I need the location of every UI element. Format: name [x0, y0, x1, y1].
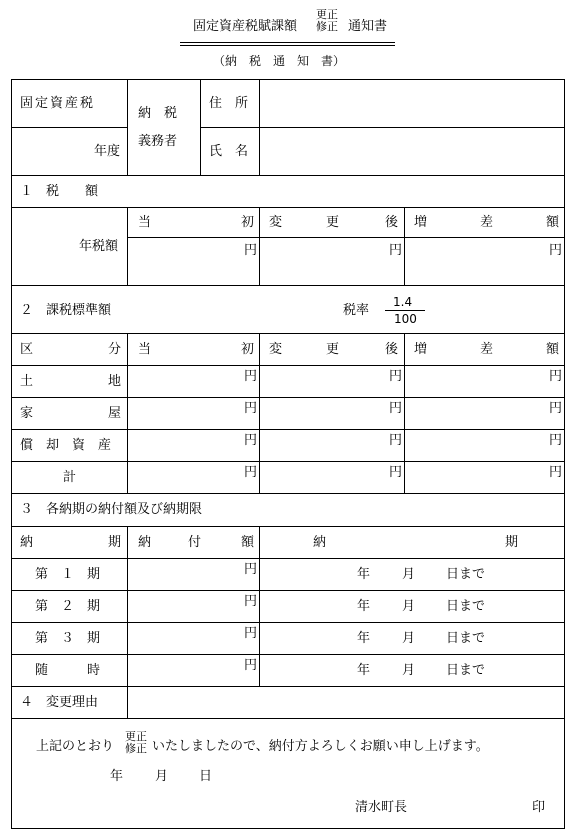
section1-heading: １ 税 額	[20, 184, 99, 199]
row-land-a: 土	[20, 374, 34, 389]
divider	[404, 207, 405, 285]
col-deadline-b: 期	[505, 535, 519, 550]
date-year: 年	[357, 567, 371, 582]
issue-date-year: 年	[110, 769, 124, 784]
col-change-b: 更	[326, 215, 340, 230]
yen-unit: 円	[244, 369, 258, 384]
divider	[12, 127, 127, 128]
divider	[12, 175, 564, 176]
row-land-b: 地	[108, 374, 122, 389]
yen-unit: 円	[389, 401, 403, 416]
col-deadline-a: 納	[313, 535, 327, 550]
divider	[12, 654, 564, 655]
message-alt-top: 更正	[125, 730, 147, 743]
col-change-a: 変	[269, 342, 283, 357]
yen-unit: 円	[244, 465, 258, 480]
date-year: 年	[357, 599, 371, 614]
yen-unit: 円	[244, 626, 258, 641]
fiscal-year-label: 年度	[94, 144, 121, 159]
yen-unit: 円	[244, 594, 258, 609]
tax-type-label: 固定資産税	[20, 96, 96, 111]
taxpayer-label-1: 納 税	[138, 106, 178, 121]
col-amount-a: 納	[138, 535, 152, 550]
section3-heading: ３ 各納期の納付額及び納期限	[20, 502, 203, 517]
message-suffix: いたしましたので、納付方よろしくお願い申し上げます。	[152, 739, 489, 754]
taxpayer-label-2: 義務者	[138, 134, 178, 149]
section2-heading: ２ 課税標準額	[20, 303, 112, 318]
row-total: 計	[63, 470, 77, 485]
date-month: 月	[402, 567, 416, 582]
col-change-b: 更	[326, 342, 340, 357]
message-alternatives	[121, 731, 151, 755]
col-change-a: 変	[269, 215, 283, 230]
yen-unit: 円	[389, 433, 403, 448]
yen-unit: 円	[244, 243, 258, 258]
yen-unit: 円	[244, 401, 258, 416]
divider	[12, 207, 564, 208]
date-month: 月	[402, 599, 416, 614]
divider	[259, 526, 260, 686]
col-diff-c: 額	[546, 342, 560, 357]
col-diff-a: 増	[414, 215, 428, 230]
issue-date-month: 月	[155, 769, 169, 784]
date-until: 日まで	[446, 599, 486, 614]
divider	[127, 80, 128, 175]
divider	[12, 590, 564, 591]
divider	[127, 237, 564, 238]
date-until: 日まで	[446, 663, 486, 678]
divider	[259, 207, 260, 285]
col-term-a: 納	[20, 535, 34, 550]
date-year: 年	[357, 663, 371, 678]
date-until: 日まで	[446, 567, 486, 582]
term-2-label: 第 ２ 期	[35, 599, 101, 614]
section4-heading: ４ 変更理由	[20, 695, 99, 710]
issuer-name: 清水町長	[355, 800, 408, 815]
divider	[127, 207, 128, 285]
yen-unit: 円	[549, 433, 563, 448]
annual-tax-label: 年税額	[79, 239, 119, 254]
title-suffix: 通知書	[348, 19, 388, 34]
date-year: 年	[357, 631, 371, 646]
divider	[404, 333, 405, 493]
yen-unit: 円	[244, 562, 258, 577]
yen-unit: 円	[389, 465, 403, 480]
divider	[12, 365, 564, 366]
name-label: 氏 名	[209, 144, 249, 159]
col-diff-b: 差	[480, 342, 494, 357]
col-term-b: 期	[108, 535, 122, 550]
fraction-bar	[385, 310, 425, 311]
divider	[259, 333, 260, 493]
yen-unit: 円	[549, 465, 563, 480]
issue-date-day: 日	[199, 769, 213, 784]
divider	[12, 429, 564, 430]
tax-rate-label: 税率	[343, 303, 370, 318]
col-change-c: 後	[385, 342, 399, 357]
divider	[127, 333, 128, 493]
row-depreciable-assets: 償 却 資 産	[20, 438, 112, 453]
message-prefix: 上記のとおり	[36, 739, 115, 754]
col-diff-c: 額	[546, 215, 560, 230]
title-underline-2	[180, 45, 395, 46]
date-month: 月	[402, 631, 416, 646]
yen-unit: 円	[244, 658, 258, 673]
yen-unit: 円	[389, 369, 403, 384]
row-house-b: 屋	[108, 406, 122, 421]
col-initial-b: 初	[241, 342, 255, 357]
col-initial-a: 当	[138, 215, 152, 230]
title-alternatives	[312, 9, 342, 33]
col-change-c: 後	[385, 215, 399, 230]
seal-mark: 印	[532, 800, 546, 815]
yen-unit: 円	[244, 433, 258, 448]
date-until: 日まで	[446, 631, 486, 646]
row-house-a: 家	[20, 406, 34, 421]
divider	[12, 718, 564, 719]
yen-unit: 円	[549, 243, 563, 258]
message-alt-bottom: 修正	[125, 742, 147, 755]
divider	[12, 333, 564, 334]
title-alt-top: 更正	[316, 8, 338, 21]
divider	[12, 285, 564, 286]
date-month: 月	[402, 663, 416, 678]
yen-unit: 円	[549, 369, 563, 384]
term-1-label: 第 １ 期	[35, 567, 101, 582]
col-category-a: 区	[20, 342, 34, 357]
col-initial-a: 当	[138, 342, 152, 357]
divider	[12, 493, 564, 494]
name-field[interactable]	[260, 128, 564, 175]
title-prefix: 固定資産税賦課額	[193, 19, 298, 34]
title-alt-bottom: 修正	[316, 20, 338, 33]
document-subtitle: （納 税 通 知 書）	[213, 54, 346, 68]
yen-unit: 円	[389, 243, 403, 258]
divider	[12, 526, 564, 527]
address-field[interactable]	[260, 80, 564, 127]
tax-rate-numerator: 1.4	[393, 295, 413, 309]
change-reason-field[interactable]	[128, 687, 564, 718]
col-category-b: 分	[108, 342, 122, 357]
address-label: 住 所	[209, 96, 249, 111]
divider	[12, 558, 564, 559]
divider	[12, 622, 564, 623]
divider	[12, 461, 564, 462]
tax-rate-denominator: 100	[394, 312, 417, 326]
col-diff-a: 増	[414, 342, 428, 357]
yen-unit: 円	[549, 401, 563, 416]
col-initial-b: 初	[241, 215, 255, 230]
col-diff-b: 差	[480, 215, 494, 230]
term-3-label: 第 ３ 期	[35, 631, 101, 646]
divider	[12, 397, 564, 398]
col-amount-c: 額	[241, 535, 255, 550]
divider	[127, 526, 128, 686]
title-underline-1	[180, 42, 395, 43]
col-amount-b: 付	[188, 535, 202, 550]
term-anytime-label: 随 時	[35, 663, 101, 678]
